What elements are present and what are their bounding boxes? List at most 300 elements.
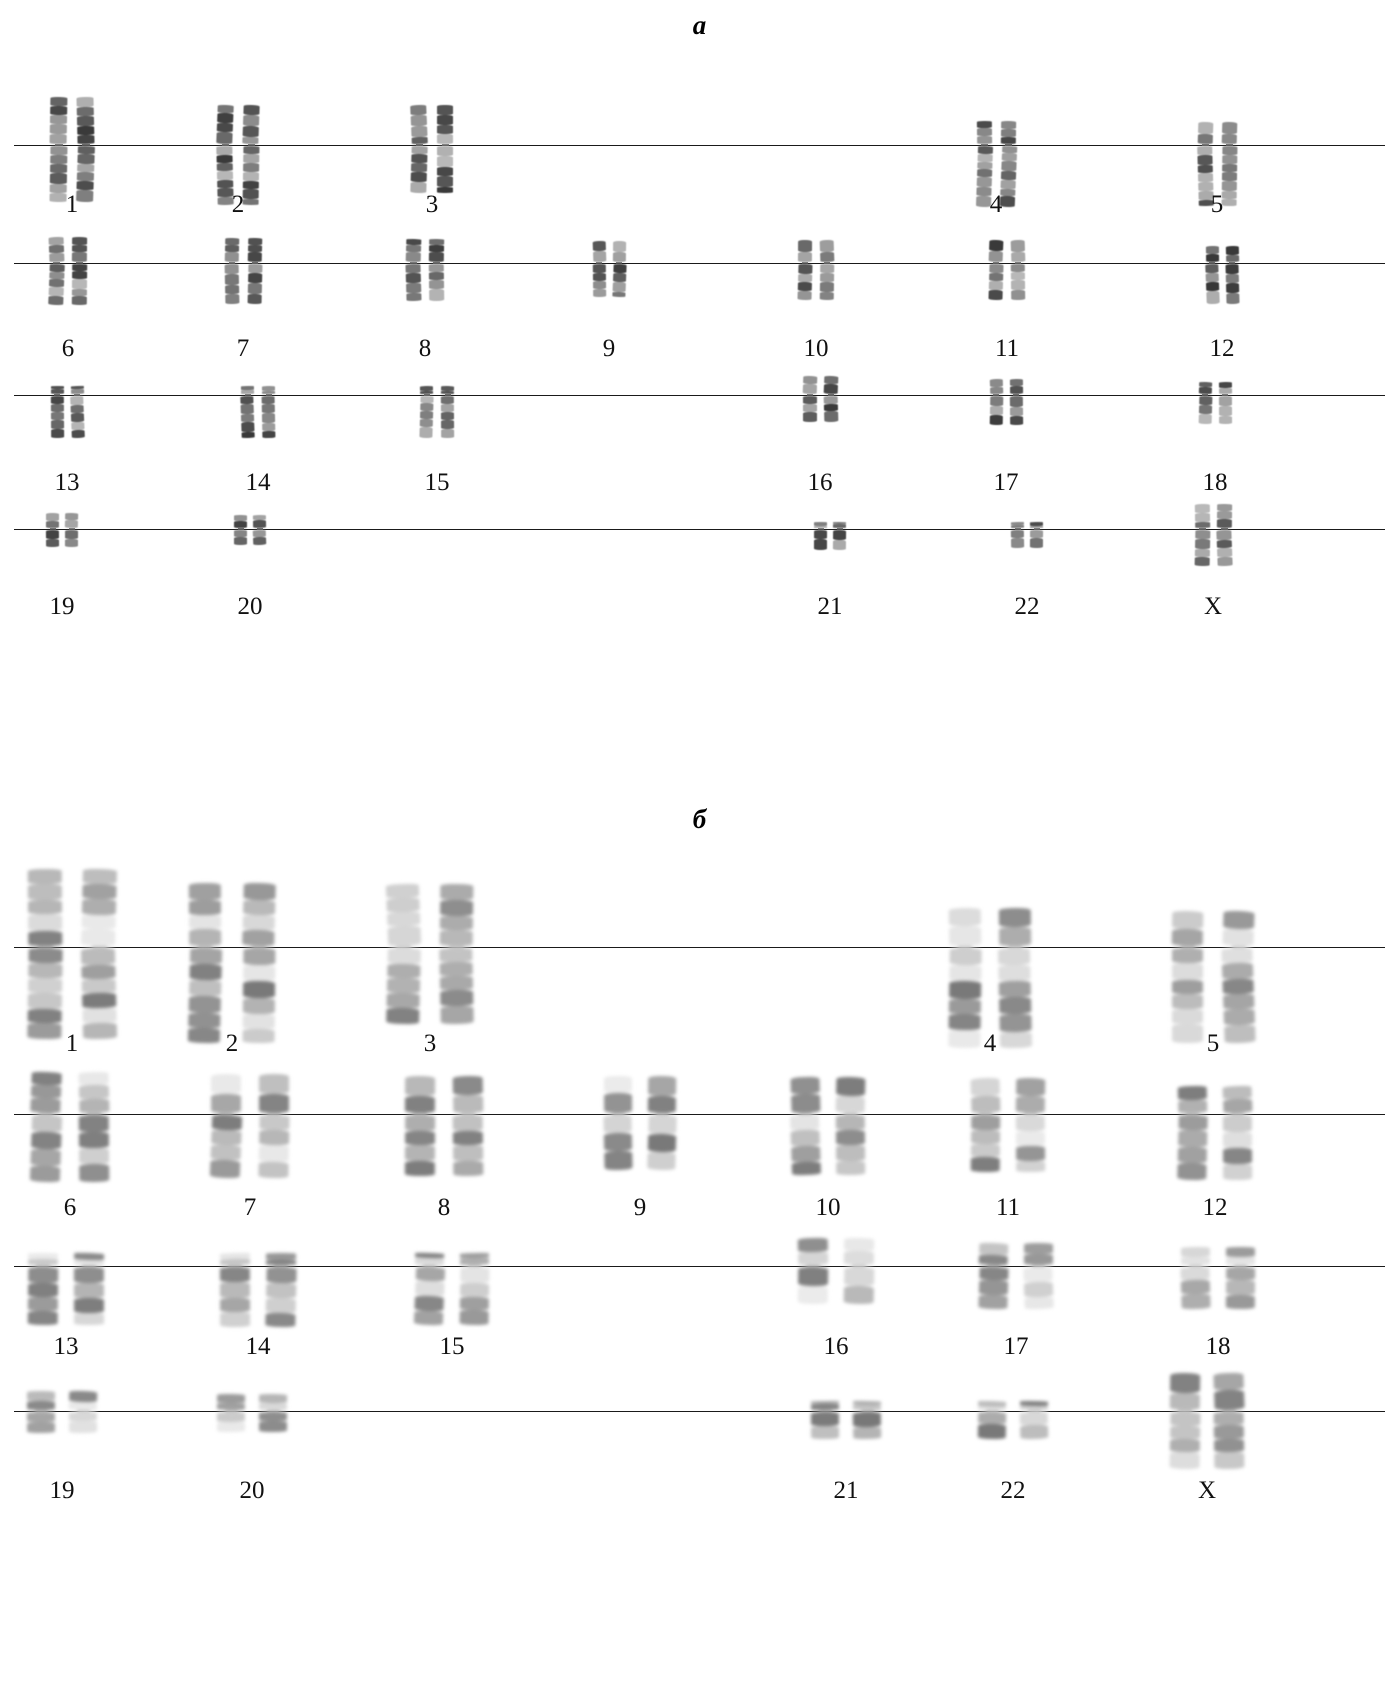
q-arm	[814, 530, 827, 550]
chromosome-label-7: 7	[236, 335, 250, 362]
q-arm	[1177, 1115, 1208, 1181]
p-arm	[50, 97, 68, 144]
chromosome-label-2: 2	[225, 1030, 239, 1057]
p-arm	[1170, 1373, 1201, 1410]
chromosome-pair-19	[27, 1391, 97, 1433]
q-arm	[79, 1115, 110, 1182]
chromosome-label-22: 22	[1000, 1477, 1026, 1504]
p-arm	[1213, 1372, 1244, 1410]
chromosome-pair-20	[234, 515, 266, 545]
panel-a-row-3	[0, 369, 1399, 469]
q-arm	[224, 264, 239, 304]
chromosome-label-17: 17	[993, 469, 1019, 496]
p-arm	[234, 515, 247, 528]
q-arm	[978, 1267, 1008, 1310]
p-arm	[420, 386, 433, 394]
p-arm	[1178, 1086, 1208, 1114]
p-arm	[386, 883, 421, 946]
p-arm	[437, 105, 453, 144]
p-arm	[453, 1076, 484, 1114]
p-arm	[27, 1391, 55, 1410]
q-arm	[1226, 1267, 1255, 1309]
chromosome-label-X: X	[1203, 593, 1223, 620]
chromatid	[259, 1074, 289, 1178]
p-arm	[823, 376, 838, 395]
chromosome-pair-X	[1195, 504, 1232, 566]
chromosome-pair-13	[51, 386, 84, 438]
p-arm	[28, 869, 63, 946]
p-arm	[410, 105, 428, 145]
p-arm	[1030, 522, 1043, 528]
chromatid	[415, 1253, 444, 1325]
chromatid	[989, 240, 1003, 300]
chromosome-label-12: 12	[1209, 335, 1235, 362]
chromatid	[853, 1401, 881, 1439]
chromosome-label-8: 8	[418, 335, 432, 362]
panel-b-row-1-labels	[0, 1030, 1399, 1064]
chromatid	[217, 1394, 245, 1432]
q-arm	[439, 948, 474, 1025]
chromatid	[979, 1243, 1008, 1309]
q-arm	[210, 1114, 243, 1178]
chromosome-pair-6	[31, 1072, 109, 1182]
q-arm	[1011, 530, 1024, 548]
chromosome-pair-11	[971, 1078, 1045, 1172]
p-arm	[802, 376, 817, 395]
p-arm	[1016, 1078, 1046, 1114]
chromosome-pair-19	[46, 513, 78, 547]
chromatid	[217, 105, 233, 205]
chromatid	[1010, 379, 1023, 425]
q-arm	[1205, 264, 1220, 304]
chromatid	[51, 386, 64, 438]
p-arm	[978, 1401, 1006, 1411]
chromosome-label-1: 1	[65, 1030, 79, 1057]
panel-b-row-3-labels	[0, 1333, 1399, 1367]
chromosome-label-7: 7	[243, 1194, 257, 1221]
p-arm	[65, 513, 78, 528]
p-arm	[1225, 246, 1238, 262]
chromatid	[79, 1072, 109, 1182]
chromosome-label-X: X	[1197, 1477, 1217, 1504]
p-arm	[790, 1077, 820, 1114]
chromatid	[1011, 240, 1025, 300]
chromatid	[189, 883, 221, 1043]
p-arm	[78, 1072, 109, 1114]
chromatid	[82, 869, 116, 1039]
panel-b-row-4	[0, 1367, 1399, 1477]
q-arm	[265, 1267, 296, 1328]
q-arm	[220, 1267, 250, 1327]
p-arm	[970, 1078, 1000, 1114]
p-arm	[211, 1074, 241, 1113]
q-arm	[410, 146, 427, 193]
p-arm	[979, 1242, 1009, 1265]
chromatid	[387, 884, 420, 1024]
chromosome-pair-20	[217, 1394, 287, 1432]
p-arm	[1222, 910, 1254, 946]
q-arm	[1198, 396, 1212, 424]
chromosome-pair-10	[791, 1077, 865, 1175]
p-arm	[999, 908, 1031, 946]
chromosome-label-9: 9	[633, 1194, 647, 1221]
chromatid	[234, 515, 247, 545]
chromosome-pair-8	[405, 1076, 483, 1176]
q-arm	[836, 1115, 865, 1175]
q-arm	[603, 1115, 632, 1171]
p-arm	[69, 1391, 98, 1411]
q-arm	[647, 1115, 677, 1171]
chromatid	[1226, 1247, 1255, 1309]
chromatid	[28, 869, 62, 1039]
q-arm	[1214, 1412, 1245, 1469]
q-arm	[1016, 1115, 1045, 1172]
chromatid	[791, 1077, 820, 1175]
q-arm	[790, 1114, 821, 1175]
p-arm	[441, 386, 454, 394]
chromatid	[49, 237, 64, 305]
panel-a-row-2	[0, 225, 1399, 335]
chromosome-pair-18	[1199, 382, 1232, 424]
chromatid	[844, 1238, 874, 1304]
q-arm	[27, 948, 62, 1040]
chromatid	[31, 1072, 61, 1182]
chromatid	[1178, 1086, 1207, 1180]
panel-a-label: а	[692, 10, 707, 40]
chromosome-label-19: 19	[49, 1477, 75, 1504]
p-arm	[814, 522, 827, 528]
chromosome-pair-X	[1170, 1373, 1244, 1469]
p-arm	[1198, 382, 1211, 394]
p-arm	[405, 1076, 435, 1113]
p-arm	[853, 1401, 881, 1411]
chromatid	[648, 1076, 676, 1170]
chromosome-label-3: 3	[425, 191, 439, 218]
chromosome-label-11: 11	[994, 335, 1020, 362]
p-arm	[30, 1071, 62, 1113]
chromatid	[836, 1077, 865, 1175]
p-arm	[242, 105, 259, 145]
q-arm	[971, 1115, 1001, 1172]
chromatid	[241, 386, 254, 438]
chromatid	[1172, 911, 1203, 1043]
p-arm	[989, 240, 1004, 263]
p-arm	[242, 883, 276, 947]
chromatid	[820, 240, 834, 300]
chromosome-label-14: 14	[245, 469, 271, 496]
chromosome-label-18: 18	[1205, 1333, 1231, 1360]
chromosome-pair-16	[798, 1238, 874, 1304]
chromosome-pair-21	[811, 1401, 881, 1439]
chromosome-pair-21	[814, 522, 846, 550]
p-arm	[46, 513, 59, 528]
chromatid	[1030, 522, 1043, 548]
p-arm	[1205, 246, 1218, 262]
q-arm	[844, 1267, 875, 1305]
chromosome-pair-17	[979, 1243, 1053, 1309]
chromatid	[990, 379, 1003, 425]
q-arm	[1030, 530, 1043, 548]
chromatid	[1181, 1247, 1210, 1309]
chromosome-label-15: 15	[424, 469, 450, 496]
q-arm	[28, 1267, 59, 1325]
q-arm	[1180, 1267, 1210, 1310]
chromatid	[1219, 382, 1232, 424]
q-arm	[405, 264, 421, 301]
chromatid	[420, 386, 433, 438]
p-arm	[70, 386, 83, 395]
panel-b-row-3	[0, 1228, 1399, 1333]
chromatid	[1195, 504, 1210, 566]
q-arm	[414, 1266, 445, 1325]
p-arm	[1226, 1247, 1255, 1265]
p-arm	[415, 1253, 444, 1266]
alignment-line	[14, 395, 1385, 396]
q-arm	[258, 1115, 289, 1179]
chromosome-label-21: 21	[833, 1477, 859, 1504]
chromosome-label-15: 15	[439, 1333, 465, 1360]
chromosome-label-20: 20	[237, 593, 263, 620]
q-arm	[65, 530, 78, 547]
chromosome-pair-8	[406, 239, 444, 301]
q-arm	[989, 396, 1003, 425]
p-arm	[949, 908, 982, 947]
p-arm	[1218, 382, 1231, 394]
chromatid	[429, 239, 444, 301]
q-arm	[419, 396, 433, 438]
chromosome-pair-22	[978, 1401, 1048, 1439]
chromosome-label-1: 1	[65, 191, 79, 218]
p-arm	[28, 1253, 58, 1265]
chromosome-label-8: 8	[437, 1194, 451, 1221]
chromosome-label-3: 3	[423, 1030, 437, 1057]
chromatid	[243, 105, 259, 205]
q-arm	[460, 1267, 490, 1325]
chromatid	[411, 105, 427, 193]
q-arm	[820, 264, 835, 300]
chromatid	[949, 908, 981, 1048]
chromosome-pair-2	[217, 105, 259, 205]
chromosome-label-13: 13	[53, 1333, 79, 1360]
chromatid	[1223, 911, 1254, 1043]
chromatid	[441, 386, 454, 438]
q-arm	[81, 948, 117, 1040]
q-arm	[74, 1267, 104, 1325]
chromatid	[978, 1401, 1006, 1439]
p-arm	[833, 522, 846, 528]
chromosome-pair-4	[949, 908, 1031, 1048]
chromosome-pair-12	[1206, 246, 1239, 304]
chromatid	[999, 908, 1031, 1048]
q-arm	[247, 264, 262, 304]
chromatid	[593, 241, 606, 297]
p-arm	[989, 379, 1003, 394]
chromosome-pair-5	[1172, 911, 1254, 1043]
q-arm	[1216, 530, 1232, 567]
panel-a-row-1	[0, 41, 1399, 191]
chromatid	[803, 376, 817, 422]
p-arm	[592, 241, 606, 262]
chromatid	[253, 515, 266, 545]
p-arm	[1000, 121, 1015, 144]
chromosome-label-10: 10	[815, 1194, 841, 1221]
q-arm	[405, 1115, 435, 1176]
p-arm	[253, 515, 266, 528]
chromosome-label-22: 22	[1014, 593, 1040, 620]
chromatid	[405, 1076, 435, 1176]
chromatid	[437, 105, 453, 193]
panel-a-row-2-labels	[0, 335, 1399, 369]
chromosome-pair-9	[593, 241, 626, 297]
q-arm	[978, 1412, 1007, 1440]
chromosome-label-4: 4	[989, 191, 1003, 218]
p-arm	[266, 1253, 296, 1265]
chromosome-pair-7	[211, 1074, 289, 1178]
q-arm	[1225, 264, 1239, 304]
q-arm	[27, 1412, 55, 1433]
chromosome-pair-11	[989, 240, 1025, 300]
chromosome-label-5: 5	[1206, 1030, 1220, 1057]
p-arm	[976, 121, 991, 144]
p-arm	[844, 1238, 874, 1265]
chromatid	[460, 1253, 489, 1325]
q-arm	[811, 1412, 839, 1439]
q-arm	[253, 530, 267, 545]
panel-b-row-4-labels	[0, 1477, 1399, 1511]
chromatid	[971, 1078, 1000, 1172]
q-arm	[798, 1267, 828, 1304]
panel-b	[0, 790, 1399, 1670]
chromosome-label-20: 20	[239, 1477, 265, 1504]
chromatid	[225, 238, 239, 304]
panel-a-row-3-labels	[0, 469, 1399, 503]
q-arm	[262, 396, 276, 438]
p-arm	[247, 238, 262, 262]
q-arm	[853, 1412, 882, 1440]
p-arm	[1221, 122, 1237, 144]
q-arm	[1023, 1266, 1054, 1309]
chromosome-pair-9	[604, 1076, 676, 1170]
chromosome-label-17: 17	[1003, 1333, 1029, 1360]
chromatid	[440, 884, 473, 1024]
chromatid	[406, 239, 421, 301]
chromosome-label-14: 14	[245, 1333, 271, 1360]
chromatid	[824, 376, 838, 422]
p-arm	[1181, 1247, 1210, 1265]
chromosome-label-2: 2	[231, 191, 245, 218]
p-arm	[189, 883, 221, 946]
chromosome-pair-14	[241, 386, 275, 438]
chromosome-label-18: 18	[1202, 469, 1228, 496]
p-arm	[74, 1252, 104, 1265]
chromatid	[1011, 522, 1024, 548]
chromatid	[1199, 382, 1212, 424]
panel-b-label: б	[692, 804, 707, 834]
p-arm	[224, 238, 239, 262]
chromatid	[1016, 1078, 1045, 1172]
p-arm	[440, 884, 474, 946]
chromatid	[1206, 246, 1219, 304]
p-arm	[241, 386, 254, 394]
chromosome-pair-3	[411, 105, 453, 193]
chromatid	[27, 1391, 55, 1433]
chromosome-pair-1	[50, 97, 94, 202]
chromatid	[72, 237, 87, 305]
chromatid	[211, 1074, 241, 1178]
chromatid	[46, 513, 59, 547]
q-arm	[429, 264, 444, 301]
q-arm	[259, 1412, 287, 1432]
chromosome-pair-2	[189, 883, 275, 1043]
chromosome-label-16: 16	[807, 469, 833, 496]
q-arm	[823, 396, 838, 422]
p-arm	[836, 1077, 866, 1114]
chromosome-pair-15	[415, 1253, 489, 1325]
chromosome-label-5: 5	[1210, 191, 1224, 218]
chromosome-label-12: 12	[1202, 1194, 1228, 1221]
chromosome-pair-1	[28, 869, 116, 1039]
chromosome-label-9: 9	[602, 335, 616, 362]
p-arm	[49, 237, 65, 263]
chromatid	[77, 97, 94, 202]
q-arm	[1011, 264, 1025, 300]
chromatid	[50, 97, 67, 202]
chromosome-pair-17	[990, 379, 1023, 425]
chromosome-label-16: 16	[823, 1333, 849, 1360]
panel-a-row-1-labels	[0, 191, 1399, 225]
q-arm	[48, 264, 65, 306]
q-arm	[1194, 530, 1210, 566]
p-arm	[259, 1074, 289, 1113]
chromatid	[798, 240, 812, 300]
p-arm	[1009, 379, 1022, 394]
p-arm	[612, 241, 625, 262]
alignment-line	[14, 529, 1385, 530]
chromatid	[1217, 504, 1232, 566]
p-arm	[406, 239, 422, 262]
chromatid	[1223, 1086, 1252, 1180]
p-arm	[50, 386, 63, 394]
chromatid	[814, 522, 827, 550]
chromatid	[453, 1076, 483, 1176]
p-arm	[76, 97, 94, 144]
p-arm	[1011, 240, 1026, 262]
chromosome-pair-16	[803, 376, 838, 422]
p-arm	[259, 1394, 287, 1410]
chromosome-label-6: 6	[63, 1194, 77, 1221]
q-arm	[1020, 1412, 1049, 1440]
p-arm	[1020, 1401, 1048, 1411]
chromatid	[798, 1238, 828, 1304]
q-arm	[72, 264, 87, 305]
chromatid	[1020, 1401, 1048, 1439]
p-arm	[1194, 504, 1209, 528]
chromatid	[1226, 246, 1239, 304]
panel-b-row-2	[0, 1064, 1399, 1194]
p-arm	[1222, 1085, 1252, 1113]
chromatid	[1024, 1243, 1053, 1309]
chromatid	[243, 883, 275, 1043]
p-arm	[820, 240, 835, 262]
q-arm	[69, 1412, 97, 1433]
p-arm	[81, 869, 117, 947]
chromosome-pair-13	[28, 1253, 104, 1325]
chromatid	[65, 513, 78, 547]
q-arm	[70, 396, 85, 438]
p-arm	[460, 1253, 489, 1266]
p-arm	[798, 240, 812, 262]
p-arm	[1216, 504, 1231, 528]
